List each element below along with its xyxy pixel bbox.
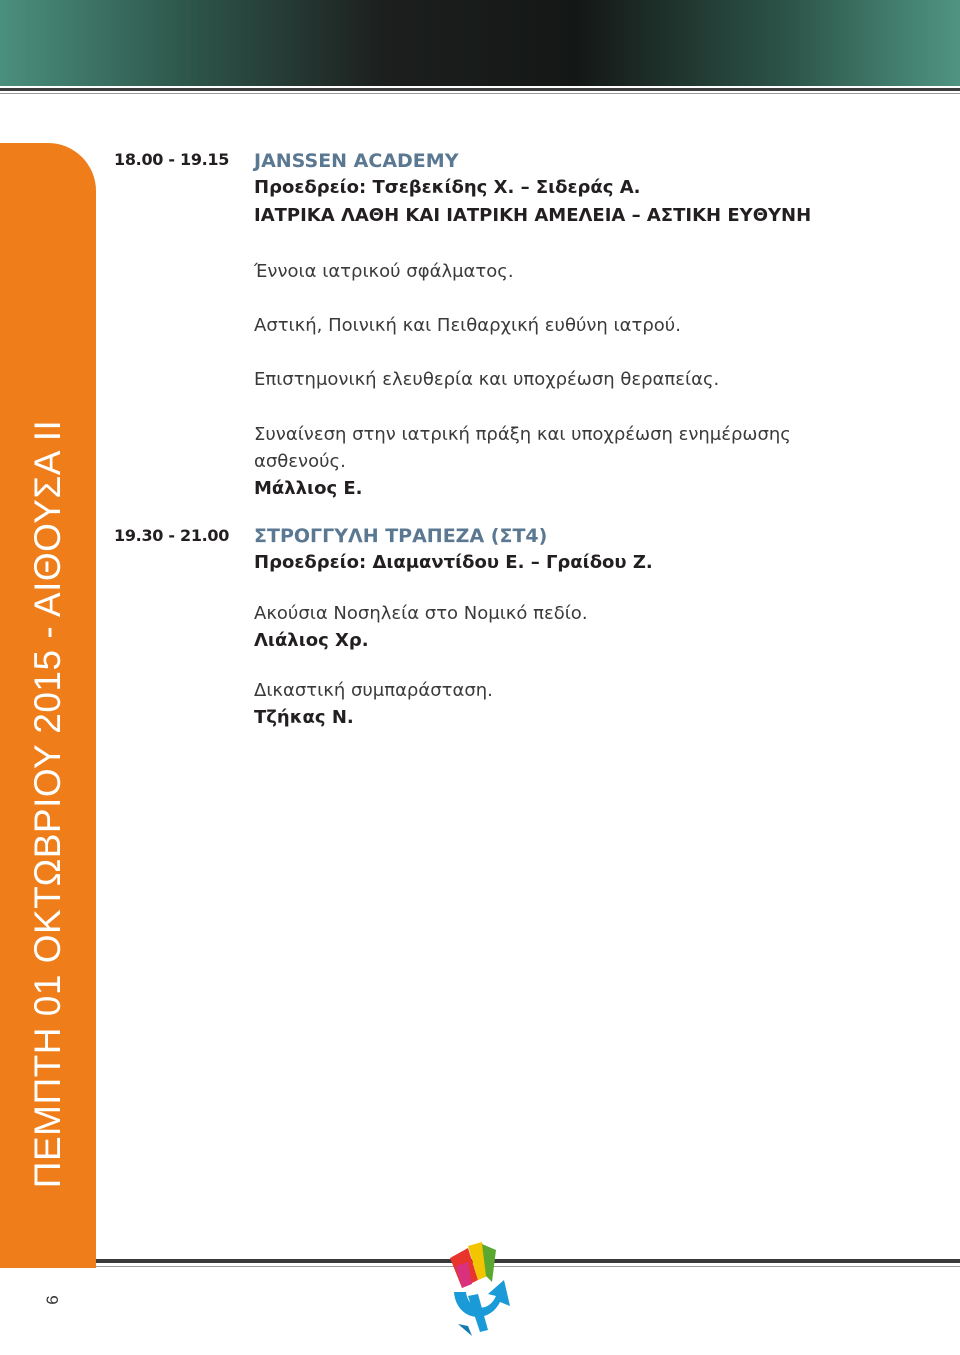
talk-speaker: Μάλλιος Ε. — [254, 478, 363, 499]
talk-item: Αστική, Ποινική και Πειθαρχική ευθύνη ιατρού. — [254, 315, 681, 336]
talk-item: Επιστημονική ελευθερία και υποχρέωση θεραπείας. — [254, 369, 720, 390]
session-1-title: JANSSEN ACADEMY — [254, 150, 459, 172]
talk-item: Έννοια ιατρικού σφάλματος. — [254, 261, 514, 282]
society-logo-icon — [438, 1240, 528, 1340]
header-rule-thin — [0, 93, 960, 94]
talk-speaker: Λιάλιος Χρ. — [254, 630, 369, 651]
talk-speaker: Τζήκας Ν. — [254, 707, 354, 728]
talk-item: Δικαστική συμπαράσταση. — [254, 680, 493, 701]
footer-rule — [96, 1259, 960, 1263]
session-1-time: 18.00 - 19.15 — [114, 150, 230, 169]
page-number: 6 — [43, 1295, 62, 1305]
side-tab-label: ΠΕΜΠΤΗ 01 ΟΚΤΩΒΡΙΟΥ 2015 - ΑΙΘΟΥΣΑ ΙΙ — [27, 419, 68, 1189]
talk-item: Συναίνεση στην ιατρική πράξη και υποχρέωση ενημέρωσης — [254, 424, 791, 445]
footer-rule-thin — [96, 1266, 960, 1267]
session-2-chair: Προεδρείο: Διαμαντίδου Ε. – Γραίδου Ζ. — [254, 552, 653, 573]
talk-item-continued: ασθενούς. — [254, 451, 346, 472]
session-2-time: 19.30 - 21.00 — [114, 526, 230, 545]
header-band — [0, 0, 960, 86]
session-1-chair: Προεδρείο: Τσεβεκίδης Χ. – Σιδεράς Α. — [254, 177, 641, 198]
session-1-subtitle: ΙΑΤΡΙΚΑ ΛΑΘΗ ΚΑΙ ΙΑΤΡΙΚΗ ΑΜΕΛΕΙΑ – ΑΣΤΙΚΗ ΕΥΘΥΝΗ — [254, 205, 812, 226]
talk-item: Ακούσια Νοσηλεία στο Νομικό πεδίο. — [254, 603, 588, 624]
header-rule — [0, 88, 960, 91]
session-2-title: ΣΤΡΟΓΓΥΛΗ ΤΡΑΠΕΖΑ (ΣΤ4) — [254, 525, 548, 547]
